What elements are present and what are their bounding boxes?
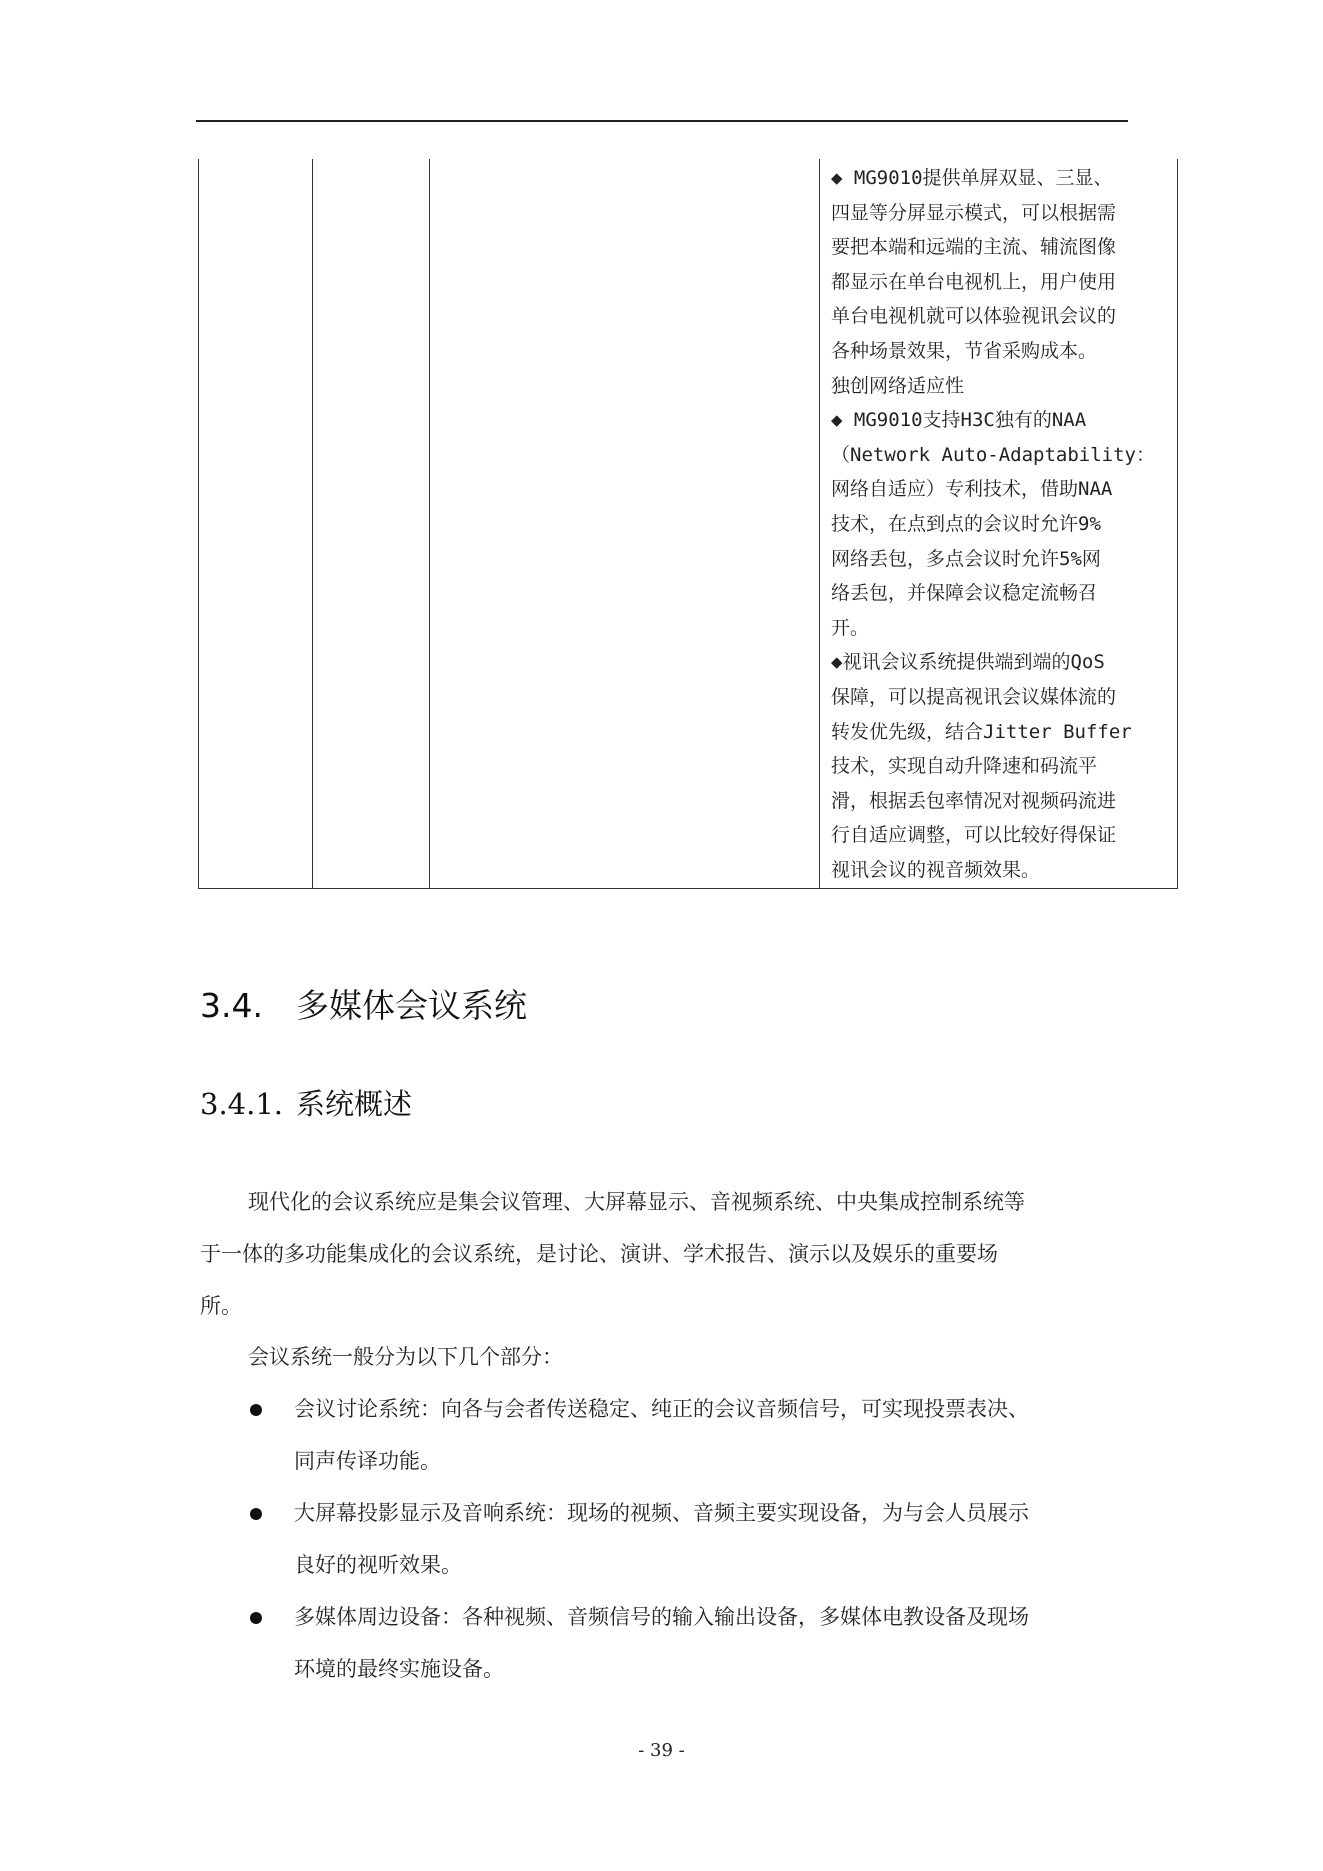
table-cell-line: 独创网络适应性 <box>831 374 965 397</box>
section-number: 3.4. <box>200 986 263 1025</box>
list-item <box>200 1487 1120 1591</box>
table-cell-line: 视讯会议的视音频效果。 <box>831 858 1041 881</box>
table-column-divider <box>819 159 820 888</box>
table-cell-line: 各种场景效果，节省采购成本。 <box>831 339 1098 362</box>
list-item-line: 多媒体周边设备：各种视频、音频信号的输入输出设备，多媒体电教设备及现场 <box>294 1605 1029 1629</box>
table-column-divider <box>312 159 313 888</box>
list-item <box>200 1591 1120 1695</box>
list-item-line: 良好的视听效果。 <box>294 1553 462 1577</box>
table-cell-line: ◆ MG9010提供单屏双显、三显、 <box>831 167 1113 189</box>
paragraph-line: 现代化的会议系统应是集会议管理、大屏幕显示、音视频系统、中央集成控制系统等 <box>248 1190 1025 1214</box>
table-cell-line: 网络自适应）专利技术，借助NAA <box>831 478 1113 501</box>
table-cell-line: 要把本端和远端的主流、辅流图像 <box>831 236 1117 259</box>
subsection-heading <box>200 1082 412 1123</box>
table-cell-line: 都显示在单台电视机上，用户使用 <box>831 270 1117 293</box>
list-item-line: 大屏幕投影显示及音响系统：现场的视频、音频主要实现设备，为与会人员展示 <box>294 1501 1029 1525</box>
list-item-line: 会议讨论系统：向各与会者传送稳定、纯正的会议音频信号，可实现投票表决、 <box>294 1397 1029 1421</box>
section-title: 多媒体会议系统 <box>296 986 527 1025</box>
table-column-divider <box>429 159 430 888</box>
table-cell-line: 转发优先级，结合Jitter Buffer <box>831 720 1132 743</box>
bullet-dot-icon <box>250 1508 262 1520</box>
table-cell-line: 滑，根据丢包率情况对视频码流进 <box>831 789 1117 812</box>
table-cell-line: 四显等分屏显示模式，可以根据需 <box>831 201 1117 224</box>
page-number: - 39 - <box>638 1740 685 1761</box>
bullet-dot-icon <box>250 1612 262 1624</box>
list-item-line: 同声传译功能。 <box>294 1449 441 1473</box>
header-rule <box>196 120 1128 122</box>
table-cell-line: ◆ MG9010支持H3C独有的NAA <box>831 409 1087 432</box>
subsection-number: 3.4.1. <box>200 1087 284 1121</box>
list-item-line: 环境的最终实施设备。 <box>294 1657 504 1681</box>
parts-intro-paragraph: 会议系统一般分为以下几个部分： <box>248 1345 563 1369</box>
table-cell-line: 络丢包，并保障会议稳定流畅召 <box>831 582 1098 605</box>
table-cell-line: 网络丢包，多点会议时允许5%网 <box>831 547 1101 570</box>
table-cell-description <box>831 161 1179 887</box>
paragraph-line: 于一体的多功能集成化的会议系统，是讨论、演讲、学术报告、演示以及娱乐的重要场 <box>200 1242 998 1266</box>
parts-bullet-list <box>200 1383 1120 1695</box>
spec-table-continuation <box>198 159 1178 889</box>
table-cell-line: 开。 <box>831 616 870 639</box>
table-cell-line: 保障，可以提高视讯会议媒体流的 <box>831 685 1117 708</box>
table-cell-line: 行自适应调整，可以比较好得保证 <box>831 824 1117 847</box>
overview-paragraph <box>200 1176 1100 1332</box>
bullet-dot-icon <box>250 1404 262 1416</box>
table-cell-line: 单台电视机就可以体验视讯会议的 <box>831 305 1117 328</box>
table-cell-line: ◆视讯会议系统提供端到端的QoS <box>831 651 1105 674</box>
table-cell-line: （Network Auto-Adaptability： <box>831 443 1155 466</box>
table-cell-line: 技术，实现自动升降速和码流平 <box>831 755 1098 778</box>
table-cell-line: 技术，在点到点的会议时允许9% <box>831 512 1101 535</box>
list-item <box>200 1383 1120 1487</box>
subsection-title: 系统概述 <box>296 1087 413 1121</box>
paragraph-line: 所。 <box>200 1294 242 1318</box>
section-heading <box>200 980 527 1027</box>
